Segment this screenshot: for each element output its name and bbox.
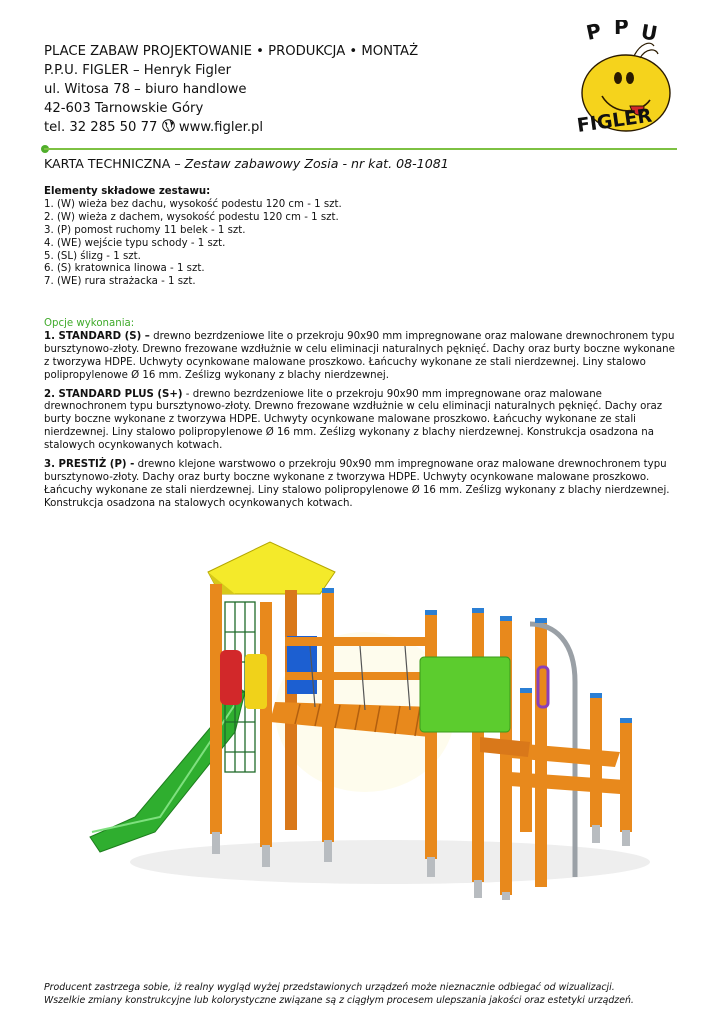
option-prestiz [44,459,680,511]
list-item: 3. (P) pomost ruchomy 11 belek - 1 szt. [44,224,246,236]
option-standard-plus [44,389,680,454]
option-label: 3. PRESTIŻ (P) - [44,459,135,471]
globe-icon [162,119,175,132]
components-section [44,186,342,289]
option-text: drewno klejone warstwowo o przekroju 90x90 mm impregnowane oraz malowane drewnochronem typu bursztynowo-złoty. Dachy oraz burty boczne wykonane z tworzywa HDPE. Uchwyty ocynkowane malowane proszkowo. Łańcuchy wykonane ze stali nierdzewnej. Liny stalowo polipropylenowe Ø 16 mm. Ześlizg wykonany z blachy nierdzewnej. Konstrukcja osadzona na stalowych ocynkowanych kotwach. [44,459,670,509]
disclaimer-footer [44,981,684,1007]
playground-render [60,532,670,902]
header-line-street: ul. Witosa 78 – biuro handlowe [44,82,247,97]
header-line-contact [44,118,418,137]
company-header [44,42,418,137]
svg-text:P: P [614,20,629,39]
title-product-name: Zestaw zabawowy Zosia - nr kat. 08-1081 [184,156,449,171]
page-title [44,156,449,171]
header-line-city: 42-603 Tarnowskie Góry [44,101,204,116]
list-item: 2. (W) wieża z dachem, wysokość podestu 120 cm - 1 szt. [44,211,339,223]
header-line-company: P.P.U. FIGLER – Henryk Figler [44,63,232,78]
phone-text: tel. 32 285 50 77 [44,120,158,135]
footer-line: Producent zastrzega sobie, iż realny wygląd wyżej przedstawionych urządzeń może nieznacznie odbiegać od wizualizacji. [44,982,615,993]
logo-graphic [574,20,684,138]
components-heading: Elementy składowe zestawu: [44,186,211,197]
footer-line: Wszelkie zmiany konstrukcyjne lub kolorystyczne związane są z ciągłym procesem ulepszania jakości oraz estetyki urządzeń. [44,995,634,1006]
svg-text:P: P [584,20,604,45]
list-item: 1. (W) wieża bez dachu, wysokość podestu 120 cm - 1 szt. [44,198,342,210]
option-text: drewno bezrdzeniowe lite o przekroju 90x90 mm impregnowane oraz malowane drewnochronem typu bursztynowo-złoty. Drewno frezowane wzdłużnie w celu eliminacji naturalnych pęknięć. Dachy oraz burty boczne wykonane z tworzywa HDPE. Uchwyty ocynkowane malowane proszkowo. Łańcuchy wykonane ze stali nierdzewnej. Liny stalowo polipropylenowe Ø 16 mm. Ześlizg wykonany z blachy nierdzewnej. [44,330,675,381]
list-item: 4. (WE) wejście typu schody - 1 szt. [44,237,226,249]
svg-text:FIGLER: FIGLER [575,104,654,137]
options-heading: Opcje wykonania: [44,318,135,329]
option-label: 1. STANDARD (S) – [44,330,150,342]
list-item: 7. (WE) rura strażacka - 1 szt. [44,276,196,288]
playground-illustration [60,532,670,902]
header-divider [44,148,677,150]
list-item: 5. (SL) ślizg - 1 szt. [44,250,141,262]
title-prefix: KARTA TECHNICZNA – [44,156,185,171]
option-standard [44,331,680,383]
option-label: 2. STANDARD PLUS (S+) [44,388,183,400]
options-section [44,318,680,517]
svg-text:U: U [639,20,660,46]
option-text: - drewno bezrdzeniowe lite o przekroju 90x90 mm impregnowane oraz malowane drewnochronem typu bursztynowo-złoty. Drewno frezowane wzdłużnie w celu eliminacji naturalnych pęknięć. Dachy oraz burty boczne wykonane z tworzywa HDPE. Uchwyty ocynkowane malowane proszkowo. Łańcuchy wykonane ze stali nierdzewnej. Liny stalowo polipropylenowe Ø 16 mm. Ześlizg wykonany z blachy nierdzewnej. Konstrukcja osadzona na stalowych ocynkowanych kotwach. [44,388,663,452]
ppu-figler-logo [574,20,684,138]
list-item: 6. (S) kratownica linowa - 1 szt. [44,263,205,275]
header-line-business: PLACE ZABAW PROJEKTOWANIE • PRODUKCJA • MONTAŻ [44,44,419,59]
website-link[interactable]: www.figler.pl [178,120,264,135]
